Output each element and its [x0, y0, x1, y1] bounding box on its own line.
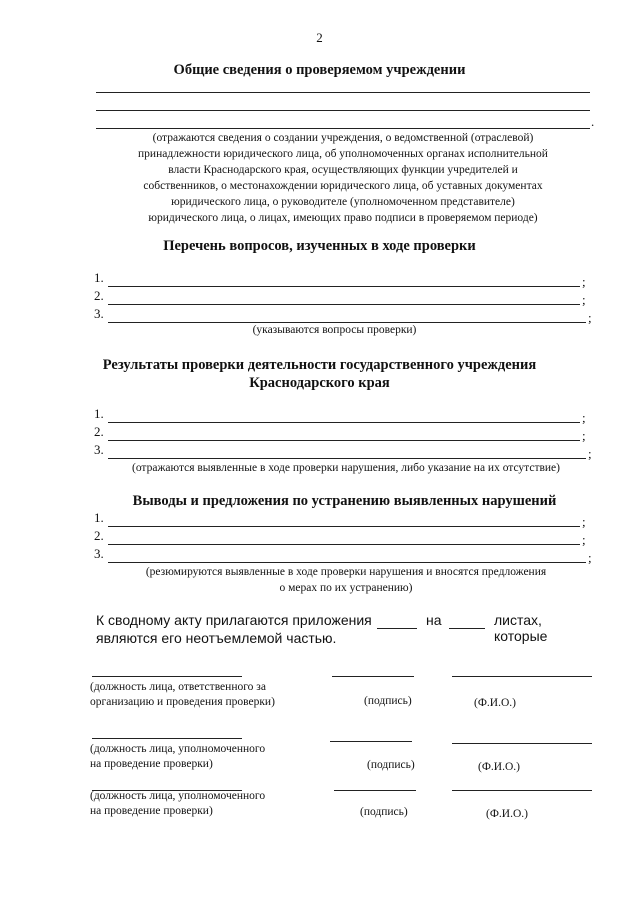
attachment-text-end: листах, которые	[494, 612, 548, 644]
signature-line	[334, 790, 416, 791]
item-number: 2.	[94, 528, 104, 543]
item-terminator: ;	[582, 514, 586, 529]
attachment-sheets-blank	[449, 628, 485, 629]
fill-line	[108, 304, 580, 305]
caption-line: принадлежности юридического лица, об уполномоченных органах исполнительной	[138, 148, 548, 160]
section-general-info-title: Общие сведения о проверяемом учреждении	[173, 62, 466, 78]
signature-line	[330, 741, 412, 742]
attachment-text-start: К сводному акту прилагаются приложения	[96, 612, 372, 628]
signer-position-line: на проведение проверки)	[90, 758, 213, 770]
caption-line: собственников, о местонахождении юридического лица, об уставных документах	[143, 180, 543, 192]
item-number: 2.	[94, 424, 104, 439]
signature-line	[332, 676, 414, 677]
item-terminator: ;	[588, 310, 592, 325]
fill-line	[108, 422, 580, 423]
end-mark: .	[591, 114, 595, 129]
item-terminator: ;	[582, 410, 586, 425]
section-results-caption: (отражаются выявленные в ходе проверки нарушения, либо указание на их отсутствие)	[132, 462, 560, 474]
attachment-text-on: на	[426, 612, 442, 628]
section-general-info-caption	[96, 130, 590, 226]
item-terminator: ;	[588, 446, 592, 461]
position-line	[92, 676, 242, 677]
section-results-title-line1: Результаты проверки деятельности государственного учреждения	[102, 357, 537, 373]
signer-position	[90, 789, 265, 819]
item-number: 3.	[94, 546, 104, 561]
section-questions-title: Перечень вопросов, изученных в ходе проверки	[163, 238, 476, 254]
caption-line: власти Краснодарского края, осуществляющих функции учредителей и	[168, 164, 518, 176]
item-number: 2.	[94, 288, 104, 303]
section-conclusions-caption-line2: о мерах по их устранению)	[279, 582, 413, 594]
caption-line: юридического лица, о руководителе (уполномоченном представителе)	[171, 196, 515, 208]
item-terminator: ;	[582, 428, 586, 443]
item-number: 3.	[94, 306, 104, 321]
fill-line	[108, 286, 580, 287]
signer-position	[90, 680, 275, 710]
fill-line	[108, 458, 586, 459]
signer-position-line: организацию и проведения проверки)	[90, 696, 275, 708]
signer-position	[90, 742, 265, 772]
signer-position-line: (должность лица, уполномоченного	[90, 743, 266, 755]
fill-line	[108, 544, 580, 545]
signer-position-line: (должность лица, уполномоченного	[90, 790, 266, 802]
name-label: (Ф.И.О.)	[478, 761, 520, 773]
item-terminator: ;	[588, 550, 592, 565]
name-line	[452, 676, 592, 677]
fill-line	[108, 526, 580, 527]
caption-line: (отражаются сведения о создании учреждения, о ведомственной (отраслевой)	[152, 132, 534, 144]
section-conclusions-title: Выводы и предложения по устранению выявленных нарушений	[132, 493, 557, 509]
attachment-count-blank	[377, 628, 417, 629]
item-number: 3.	[94, 442, 104, 457]
item-number: 1.	[94, 270, 104, 285]
fill-line	[96, 92, 590, 93]
name-label: (Ф.И.О.)	[474, 697, 516, 709]
caption-line: юридического лица, о лицах, имеющих право подписи в проверяемом периоде)	[148, 212, 538, 224]
item-terminator: ;	[582, 274, 586, 289]
item-number: 1.	[94, 406, 104, 421]
section-results-title-line2: Краснодарского края	[249, 375, 390, 391]
position-line	[92, 738, 242, 739]
fill-line	[96, 110, 590, 111]
item-terminator: ;	[582, 292, 586, 307]
section-conclusions-caption-line1: (резюмируются выявленные в ходе проверки нарушения и вносятся предложения	[145, 566, 547, 578]
signature-label: (подпись)	[360, 806, 408, 818]
item-terminator: ;	[582, 532, 586, 547]
fill-line	[96, 128, 590, 129]
section-questions-caption: (указываются вопросы проверки)	[252, 324, 417, 336]
attachment-line-2: являются его неотъемлемой частью.	[96, 630, 337, 646]
name-line	[452, 743, 592, 744]
signer-position-line: (должность лица, ответственного за	[90, 681, 266, 693]
fill-line	[108, 562, 586, 563]
name-line	[452, 790, 592, 791]
item-number: 1.	[94, 510, 104, 525]
signature-label: (подпись)	[367, 759, 415, 771]
signature-label: (подпись)	[364, 695, 412, 707]
fill-line	[108, 440, 580, 441]
signer-position-line: на проведение проверки)	[90, 805, 213, 817]
name-label: (Ф.И.О.)	[486, 808, 528, 820]
page-number: 2	[316, 30, 323, 45]
